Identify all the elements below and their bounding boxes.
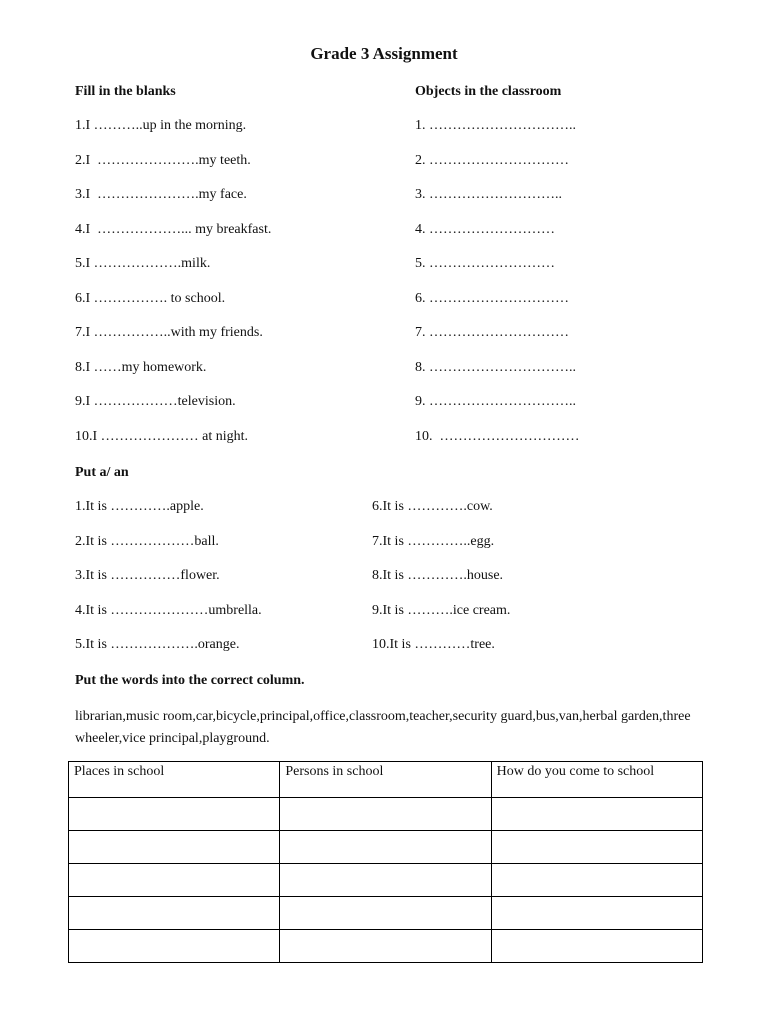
table-cell xyxy=(69,897,280,930)
fill-blank-item: 8.I ……my homework. xyxy=(75,359,207,375)
sorting-table xyxy=(68,761,703,963)
fill-blank-item: 5.I ……………….milk. xyxy=(75,256,211,271)
page-title: Grade 3 Assignment xyxy=(310,44,458,63)
article-item: 10.It is …………tree. xyxy=(372,637,495,652)
table-cell xyxy=(69,831,280,864)
table-cell xyxy=(491,897,702,930)
article-item: 2.It is ………………ball. xyxy=(75,533,219,549)
header-transport: How do you come to school xyxy=(491,762,702,798)
table-cell xyxy=(491,798,702,831)
fill-blank-item: 4.I ………………... my breakfast. xyxy=(75,221,272,237)
fill-blank-item: 6.I ……………. to school. xyxy=(75,290,226,306)
article-item: 6.It is ………….cow. xyxy=(372,499,493,514)
table-cell xyxy=(280,864,491,897)
fill-blank-item: 7.I ……………..with my friends. xyxy=(75,325,263,340)
object-item: 4. ……………………… xyxy=(415,221,555,237)
article-item: 4.It is …………………umbrella. xyxy=(75,602,262,618)
article-item: 5.It is ……………….orange. xyxy=(75,637,240,652)
table-cell xyxy=(69,930,280,963)
table-row xyxy=(69,864,703,897)
header-places: Places in school xyxy=(69,762,280,798)
object-item: 6. ………………………… xyxy=(415,290,569,306)
object-item: 8. ………………………….. xyxy=(415,359,576,375)
word-list: librarian,music room,car,bicycle,principal,office,classroom,teacher,security guard,bus,van,herbal garden,three wheeler,vice principal,playground. xyxy=(75,709,691,746)
article-item: 7.It is …………..egg. xyxy=(372,533,495,549)
article-item: 8.It is ………….house. xyxy=(372,568,504,583)
table-cell xyxy=(491,930,702,963)
article-item: 1.It is ………….apple. xyxy=(75,499,204,514)
object-item: 10. ………………………… xyxy=(415,428,580,444)
fill-blank-item: 2.I ………………….my teeth. xyxy=(75,152,251,168)
fill-blank-item: 1.I ………..up in the morning. xyxy=(75,118,247,133)
table-cell xyxy=(491,831,702,864)
table-header-row xyxy=(69,762,703,798)
columns-task-heading: Put the words into the correct column. xyxy=(75,673,305,688)
fill-blank-item: 3.I ………………….my face. xyxy=(75,187,247,202)
object-item: 1. ………………………….. xyxy=(415,118,576,133)
object-item: 7. ………………………… xyxy=(415,325,569,340)
objects-heading: Objects in the classroom xyxy=(415,84,562,99)
object-item: 3. ……………………….. xyxy=(415,187,562,202)
header-persons: Persons in school xyxy=(280,762,491,798)
object-item: 5. ……………………… xyxy=(415,256,555,271)
fill-blank-item: 10.I ………………… at night. xyxy=(75,428,249,444)
table-row xyxy=(69,897,703,930)
table-cell xyxy=(491,864,702,897)
table-cell xyxy=(280,798,491,831)
table-cell xyxy=(69,864,280,897)
object-item: 2. ………………………… xyxy=(415,152,569,168)
put-a-an-heading: Put a/ an xyxy=(75,465,129,480)
table-row xyxy=(69,831,703,864)
object-item: 9. ………………………….. xyxy=(415,394,576,409)
table-row xyxy=(69,798,703,831)
table-cell xyxy=(280,831,491,864)
table-cell xyxy=(280,930,491,963)
fill-blank-item: 9.I ………………television. xyxy=(75,394,236,409)
fill-blanks-heading: Fill in the blanks xyxy=(75,84,176,99)
table-cell xyxy=(280,897,491,930)
table-row xyxy=(69,930,703,963)
table-cell xyxy=(69,798,280,831)
article-item: 3.It is ……………flower. xyxy=(75,568,220,583)
article-item: 9.It is ……….ice cream. xyxy=(372,602,511,618)
